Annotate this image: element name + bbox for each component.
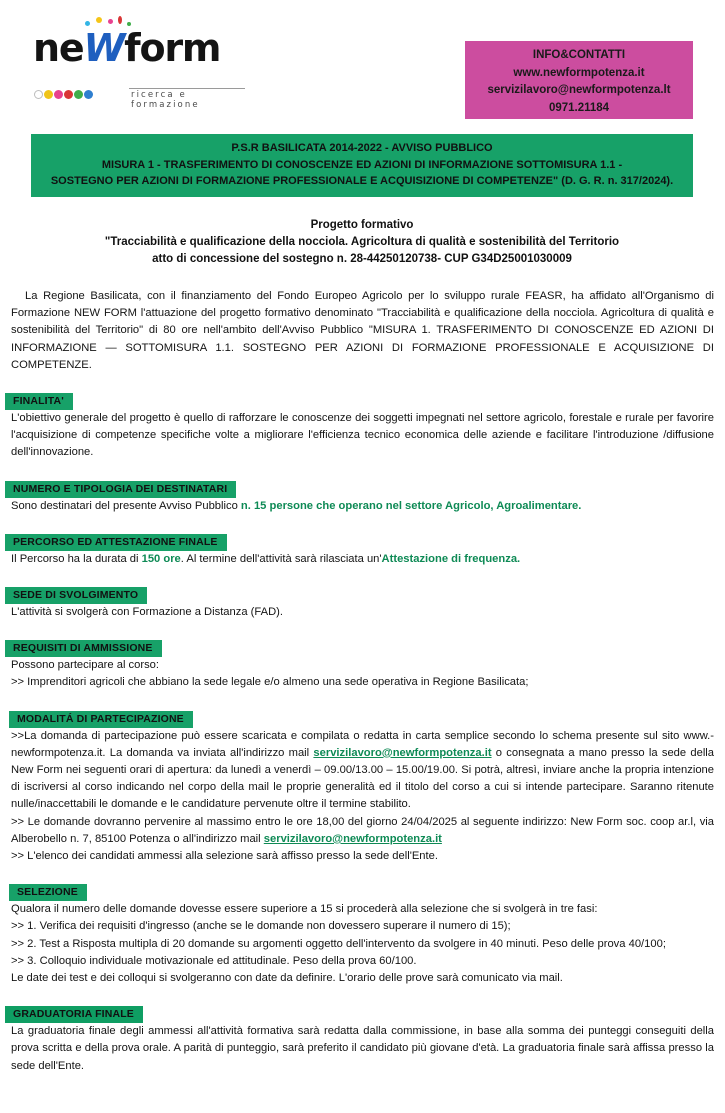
percorso-text-2: . Al termine dell'attività sarà rilasciata un': [180, 552, 382, 565]
logo-wordmark: [33, 26, 228, 70]
badge-finalita: FINALITA': [5, 393, 73, 410]
badge-modalita: MODALITÁ DI PARTECIPAZIONE: [9, 711, 193, 728]
modalita-text-1b: o consegnata a mano presso la sede della New Form nei seguenti orari di apertura: da lunedì a venerdì – 09.00/13.00 – 15.00/19.00. Si potrà, altresì, inviare anche la propria intenzione di iscriversi al corso indicando nel corpo della mail le proprie generalità ed il titolo del corso a cui si intende partecipare. Saranno ritenute nulle/inaccettabili le domande e le candidature pervenute oltre il termine stabilito.: [11, 746, 715, 811]
section-selezione: [9, 882, 714, 901]
percorso-certificate: Attestazione di frequenza.: [381, 552, 521, 565]
programme-title-banner: [31, 134, 693, 197]
modalita-paragraph-2: [11, 814, 714, 848]
destinatari-text: Sono destinatari del presente Avviso Pubblico: [11, 499, 241, 512]
project-title: [31, 217, 693, 268]
project-title-line-2: "Tracciabilità e qualificazione della nocciola. Agricoltura di qualità e sostenibilità del Territorio: [104, 236, 620, 248]
document-body: [11, 288, 714, 1075]
modalita-email-link-1[interactable]: servizilavoro@newformpotenza.it: [313, 746, 492, 759]
logo-text-form: form: [124, 26, 221, 70]
modalita-paragraph-3: >> L'elenco dei candidati ammessi alla selezione sarà affisso presso la sede dell'Ente.: [11, 850, 438, 863]
section-percorso: [5, 532, 714, 551]
badge-requisiti: REQUISITI DI AMMISSIONE: [5, 640, 162, 657]
section-sede: [5, 585, 714, 604]
badge-sede: SEDE DI SVOLGIMENTO: [5, 587, 147, 604]
logo-text-w: W: [83, 26, 125, 70]
project-title-line-3: atto di concessione del sostegno n. 28-44250120738- CUP G34D25001030009: [152, 253, 572, 265]
logo-text-ne: ne: [33, 26, 84, 70]
requisiti-line-2: >> Imprenditori agricoli che abbiano la sede legale e/o almeno una sede operativa in Regione Basilicata;: [11, 676, 529, 689]
logo-tagline: ricerca e formazione: [131, 90, 200, 110]
requisiti-line-1: Possono partecipare al corso:: [11, 659, 160, 672]
intro-paragraph: La Regione Basilicata, con il finanziamento del Fondo Europeo Agricolo per lo sviluppo rurale FEASR, ha affidato all'Organismo di Formazione NEW FORM l'attuazione del progetto formativo denominato "Tracciabilità e qualificazione della nocciola. Agricoltura di qualità e sostenibilità del Territorio" di 80 ore nell'ambito dell'Avviso Pubblico "MISURA 1. TRASFERIMENTO DI CONOSCENZE ED AZIONI DI INFORMAZIONE — SOTTOMISURA 1.1. SOSTEGNO PER AZIONI DI FORMAZIONE PROFESSIONALE E ACQUISIZIONE DI COMPETENZE.: [11, 290, 714, 371]
selezione-line-2: >> 1. Verifica dei requisiti d'ingresso (anche se le domande non dovessero superare il numero di 15);: [11, 920, 511, 933]
contact-website[interactable]: www.newformpotenza.it: [513, 66, 645, 79]
section-requisiti: [5, 638, 714, 657]
newform-logo: [33, 26, 228, 110]
logo-divider: [129, 88, 245, 89]
destinatari-body: [11, 498, 714, 515]
badge-destinatari: NUMERO E TIPOLOGIA DEI DESTINATARI: [5, 481, 236, 498]
document-header: [0, 0, 725, 128]
section-destinatari: [5, 479, 714, 498]
badge-selezione: SELEZIONE: [9, 884, 87, 901]
modalita-email-link-2[interactable]: servizilavoro@newformpotenza.it: [263, 832, 442, 845]
percorso-text-1: Il Percorso ha la durata di: [11, 552, 142, 565]
banner-line-1: P.S.R BASILICATA 2014-2022 - AVVISO PUBBLICO: [231, 142, 493, 154]
contact-email[interactable]: servizilavoro@newformpotenza.lt: [487, 84, 671, 96]
badge-percorso: PERCORSO ED ATTESTAZIONE FINALE: [5, 534, 227, 551]
badge-graduatoria: GRADUATORIA FINALE: [5, 1006, 143, 1023]
banner-line-2: MISURA 1 - TRASFERIMENTO DI CONOSCENZE ED AZIONI DI INFORMAZIONE SOTTOMISURA 1.1 -: [101, 158, 623, 171]
modalita-paragraph-1: [11, 728, 714, 814]
selezione-line-1: Qualora il numero delle domande dovesse essere superiore a 15 si procederà alla selezione che si svolgerà in tre fasi:: [11, 903, 598, 916]
section-graduatoria: [5, 1004, 714, 1023]
contact-title: INFO&CONTATTI: [532, 49, 626, 61]
graduatoria-body: La graduatoria finale degli ammessi all'attività formativa sarà redatta dalla commissione, in base alla somma dei punteggi conseguiti della prova scritta e della prova orale. A parità di punteggio, sarà preferito il candidato più giovane d'età. La graduatoria finale sarà affissa presso la sede dell'Ente.: [11, 1025, 714, 1072]
selezione-line-5: Le date dei test e dei colloqui si svolgeranno con date da definire. L'orario delle prove sarà comunicato via mail.: [11, 972, 563, 985]
destinatari-highlight: n. 15 persone che operano nel settore Agricolo, Agroalimentare.: [240, 499, 582, 512]
section-finalita: [5, 391, 714, 410]
finalita-body: L'obiettivo generale del progetto è quello di rafforzare le conoscenze dei soggetti impegnati nel settore agricolo, forestale e rurale per favorire l'acquisizione di competenze specifiche volte a migliorare l'efficienza tecnico economica delle aziende e facilitare l'introduzione /diffusione dell'innovazione.: [11, 412, 714, 459]
percorso-hours: 150 ore: [141, 552, 181, 565]
section-modalita: [9, 709, 714, 728]
banner-line-3: SOSTEGNO PER AZIONI DI FORMAZIONE PROFESSIONALE E ACQUISIZIONE DI COMPETENZE" (D. G. R. n. 317/2024).: [50, 175, 674, 187]
selezione-line-3: >> 2. Test a Risposta multipla di 20 domande su argomenti oggetto dell'intervento da svolgere in 40 minuti. Peso delle prova 40/100;: [11, 937, 666, 950]
contact-phone: 0971.21184: [548, 101, 610, 114]
contact-info-box: [465, 41, 693, 119]
logo-confetti-dots-icon: [85, 17, 137, 31]
percorso-body: [11, 551, 714, 568]
modalita-text-1a: >>La domanda di partecipazione può essere scaricata e compilata o redatta in carta semplice secondo lo schema presente sul sito www.- newformpotenza.it. La domanda va inviata all'indirizzo mail: [11, 729, 714, 759]
modalita-text-2a: >> Le domande dovranno pervenire al massimo entro le ore 18,00 del giorno 24/04/2025 al seguente indirizzo: New Form soc. coop ar.l, via Alberobello n. 7, 85100 Potenza o all'indirizzo mail: [11, 815, 714, 845]
project-title-line-1: Progetto formativo: [310, 219, 414, 231]
selezione-line-4: >> 3. Colloquio individuale motivazionale ed attitudinale. Peso della prova 60/100.: [11, 954, 417, 967]
logo-color-swatches-icon: [34, 88, 94, 100]
sede-body: L'attività si svolgerà con Formazione a Distanza (FAD).: [11, 606, 283, 619]
